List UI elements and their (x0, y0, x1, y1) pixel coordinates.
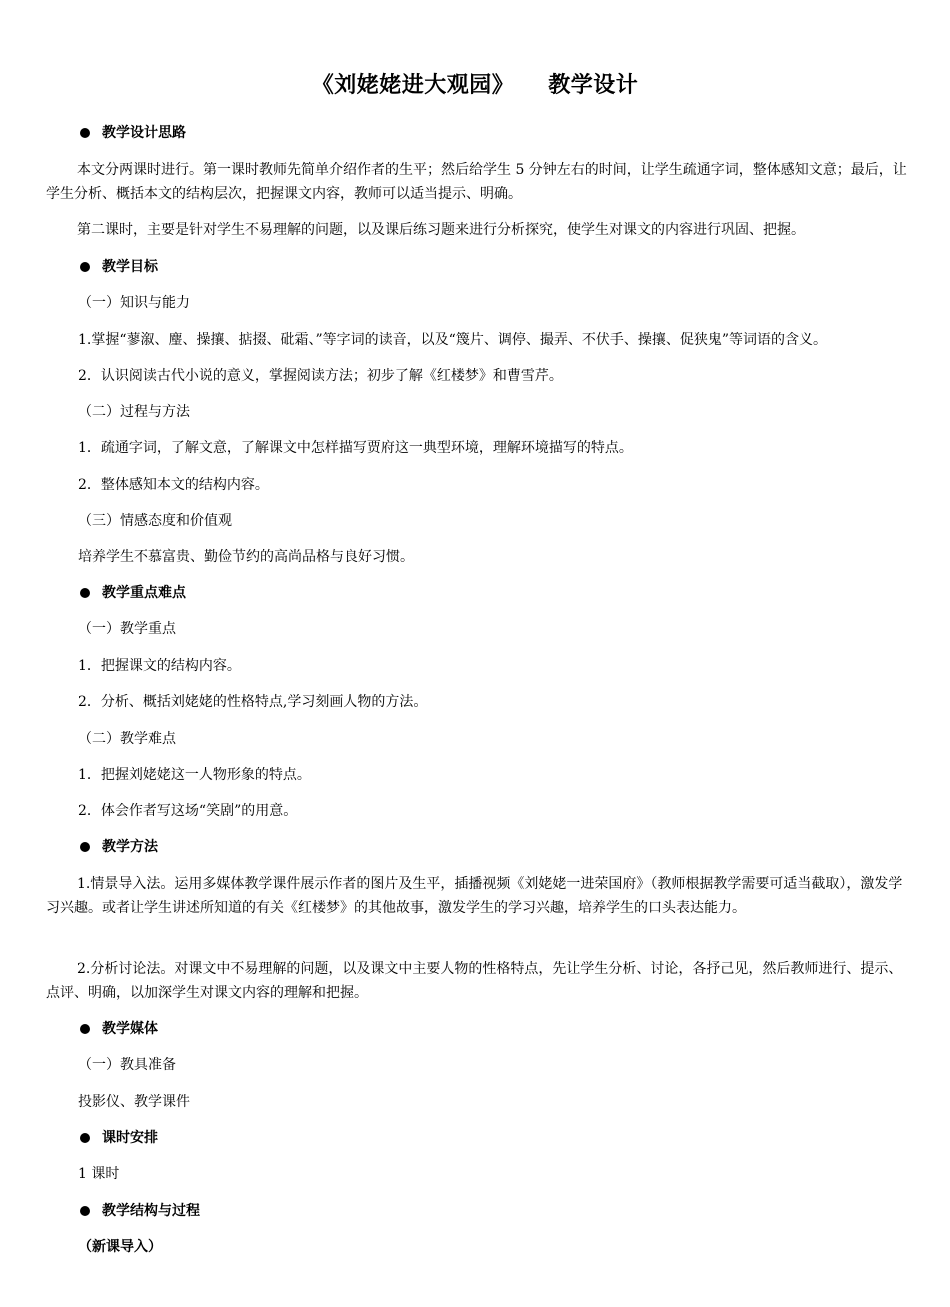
subheading-tools: （一）教具准备 (78, 1057, 176, 1073)
document-title (0, 68, 950, 99)
bullet-icon (80, 1206, 90, 1216)
list-item-objective-4: 2．整体感知本文的结构内容。 (78, 477, 269, 493)
list-item-objective-2: 2．认识阅读古代小说的意义，掌握阅读方法；初步了解《红楼梦》和曹雪芹。 (78, 368, 563, 384)
list-item-objective-3: 1．疏通字词，了解文意，了解课文中怎样描写贾府这一典型环境，理解环境描写的特点。 (78, 440, 633, 456)
subheading-key-points: （一）教学重点 (78, 621, 176, 637)
list-item-difficulty-2: 2．体会作者写这场“笑剧”的用意。 (78, 803, 298, 819)
paragraph-design-idea-1: 本文分两课时进行。第一课时教师先简单介绍作者的生平；然后给学生 5 分钟左右的时间，让学生疏通字词，整体感知文意；最后，让学生分析、概括本文的结构层次，把握课文内容，教师可以适当提示、明确。 (46, 162, 907, 202)
bullet-icon (80, 842, 90, 852)
subheading-process: （二）过程与方法 (78, 404, 190, 420)
list-item-tools: 投影仪、教学课件 (78, 1094, 190, 1110)
list-item-key-1: 1．把握课文的结构内容。 (78, 658, 241, 674)
section-heading-objectives: 教学目标 (80, 255, 158, 279)
paragraph-method-2: 2.分析讨论法。对课文中不易理解的问题，以及课文中主要人物的性格特点，先让学生分析、讨论，各抒己见，然后教师进行、提示、点评、明确，以加深学生对课文内容的理解和把握。 (46, 961, 903, 1001)
bullet-icon (80, 588, 90, 598)
subheading-introduction: （新课导入） (78, 1239, 162, 1255)
list-item-schedule: 1 课时 (78, 1166, 120, 1182)
section-heading-methods: 教学方法 (80, 835, 158, 859)
paragraph-method-1: 1.情景导入法。运用多媒体教学课件展示作者的图片及生平，插播视频《刘姥姥一进荣国府》（教师根据教学需要可适当截取），激发学习兴趣。或者让学生讲述所知道的有关《红楼梦》的其他故事，激发学生的学习兴趣，培养学生的口头表达能力。 (46, 876, 903, 916)
subheading-values: （三）情感态度和价值观 (78, 513, 232, 529)
bullet-icon (80, 262, 90, 272)
title-main: 《刘姥姥进大观园》 (311, 73, 515, 98)
title-sub: 教学设计 (548, 73, 639, 98)
section-heading-key-points: 教学重点难点 (80, 581, 186, 605)
list-item-difficulty-1: 1．把握刘姥姥这一人物形象的特点。 (78, 767, 311, 783)
list-item-objective-5: 培养学生不慕富贵、勤俭节约的高尚品格与良好习惯。 (78, 549, 414, 565)
bullet-icon (80, 1024, 90, 1034)
list-item-objective-1: 1.掌握“蓼溆、麈、操攘、掂掇、砒霜、”等字词的读音，以及“篾片、调停、撮弄、不伏手、操攘、促狭鬼”等词语的含义。 (78, 332, 827, 348)
bullet-icon (80, 1133, 90, 1143)
section-heading-schedule: 课时安排 (80, 1126, 158, 1150)
section-heading-design-idea: 教学设计思路 (80, 121, 186, 145)
bullet-icon (80, 128, 90, 138)
list-item-key-2: 2．分析、概括刘姥姥的性格特点,学习刻画人物的方法。 (78, 694, 428, 710)
paragraph-design-idea-2: 第二课时，主要是针对学生不易理解的问题，以及课后练习题来进行分析探究，使学生对课文的内容进行巩固、把握。 (77, 222, 805, 238)
section-heading-structure: 教学结构与过程 (80, 1199, 200, 1223)
subheading-knowledge: （一）知识与能力 (78, 295, 190, 311)
subheading-difficulties: （二）教学难点 (78, 731, 176, 747)
section-heading-media: 教学媒体 (80, 1017, 158, 1041)
